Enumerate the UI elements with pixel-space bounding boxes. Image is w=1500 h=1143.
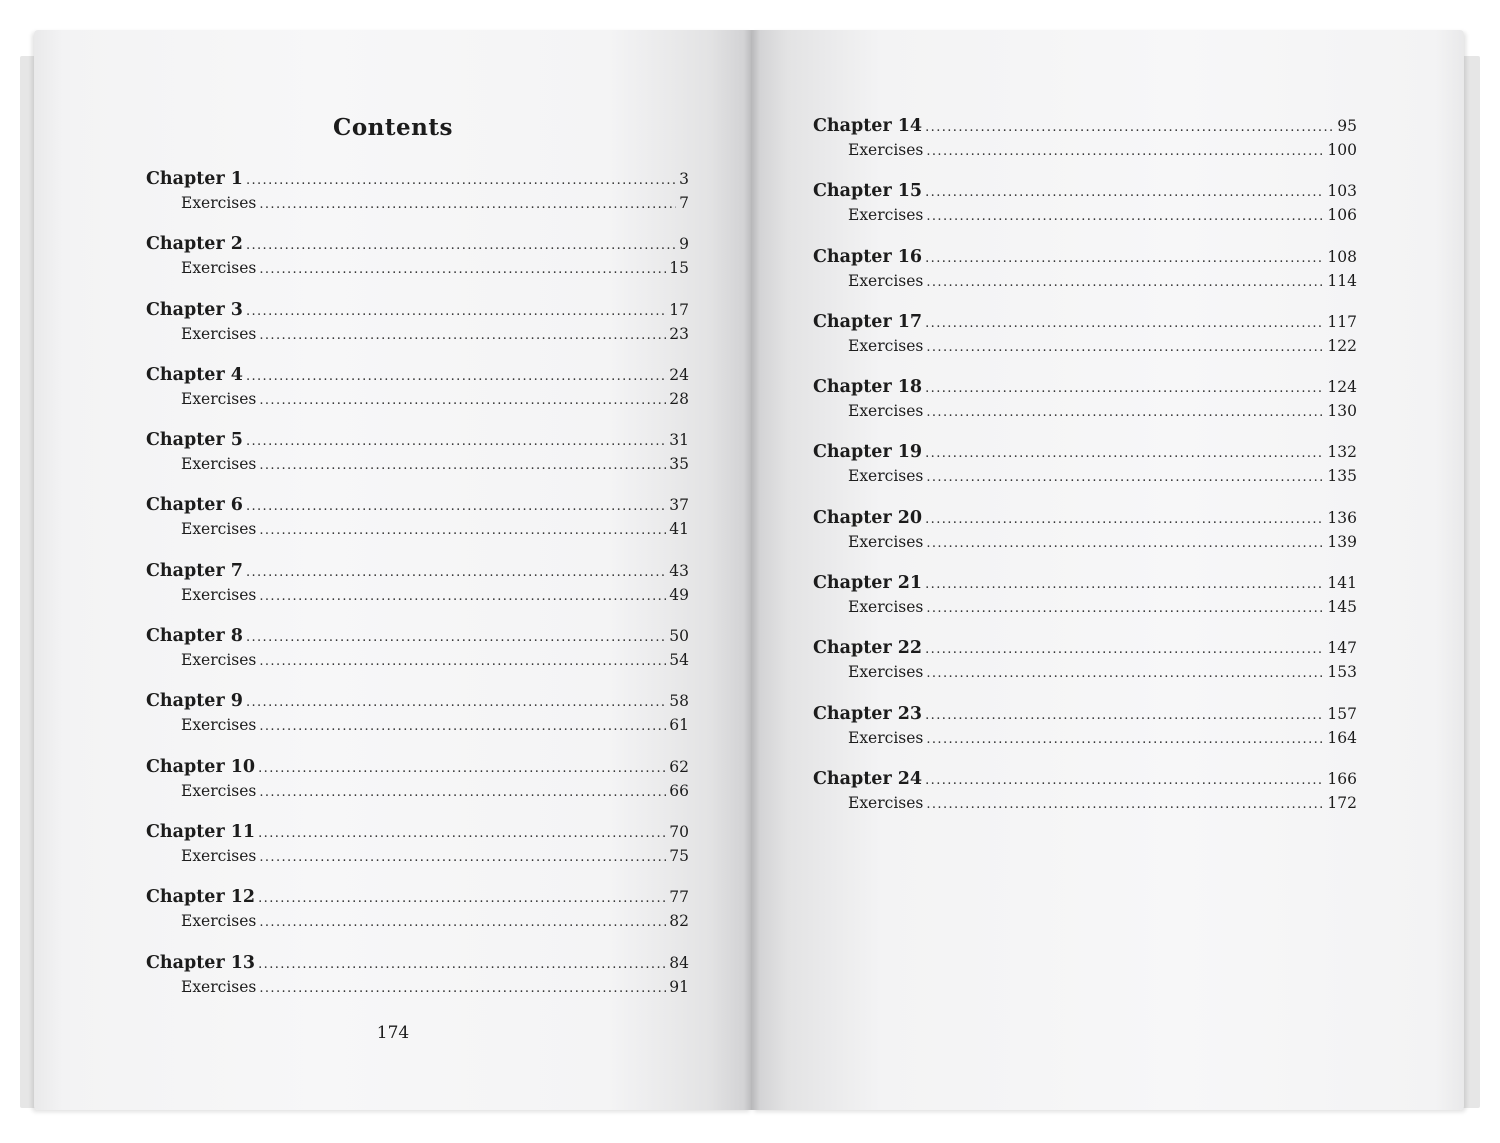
- exercises-label: Exercises: [181, 455, 257, 474]
- chapter-line: [813, 375, 1357, 399]
- dot-leader: [926, 793, 1324, 815]
- exercises-line: [146, 322, 689, 346]
- chapter-title: Chapter 12: [146, 887, 256, 908]
- dot-leader: [925, 769, 1324, 791]
- exercises-line: [813, 138, 1357, 162]
- dot-leader: [925, 704, 1324, 726]
- exercises-line: [813, 269, 1357, 293]
- chapter-title: Chapter 16: [813, 246, 923, 267]
- right-page: [752, 30, 1464, 1110]
- chapter-line: [146, 363, 689, 387]
- exercises-line: [146, 452, 689, 476]
- exercises-label: Exercises: [181, 194, 257, 212]
- chapter-line: [146, 428, 689, 452]
- exercises-label: Exercises: [848, 467, 924, 486]
- exercises-line: [146, 844, 689, 868]
- dot-leader: [925, 377, 1324, 399]
- chapter-line: [813, 310, 1357, 334]
- chapter-title: Chapter 5: [146, 430, 243, 451]
- dot-leader: [246, 430, 666, 452]
- toc-entry: [813, 702, 1357, 767]
- dot-leader: [259, 846, 666, 868]
- chapter-page-number: 77: [669, 888, 689, 907]
- dot-leader: [926, 336, 1324, 358]
- toc-entry: [146, 167, 689, 232]
- exercises-line: [813, 334, 1357, 358]
- exercises-page-number: 139: [1327, 532, 1357, 551]
- dot-leader: [259, 258, 666, 280]
- chapter-page-number: 17: [669, 300, 689, 319]
- dot-leader: [926, 597, 1324, 619]
- dot-leader: [259, 324, 666, 346]
- dot-leader: [259, 193, 676, 215]
- dot-leader: [259, 715, 666, 737]
- exercises-page-number: 172: [1327, 793, 1357, 812]
- toc-entry: [146, 493, 689, 558]
- toc-entry: [813, 636, 1357, 701]
- exercises-line: [146, 779, 689, 803]
- dot-leader: [246, 626, 666, 648]
- exercises-label: Exercises: [848, 793, 924, 812]
- dot-leader: [259, 911, 666, 933]
- chapter-title: Chapter 1: [146, 169, 243, 189]
- chapter-line: [813, 114, 1357, 138]
- exercises-line: [146, 909, 689, 933]
- chapter-page-number: 84: [669, 953, 689, 972]
- page-number: 174: [376, 1023, 410, 1043]
- toc-entry: [146, 951, 689, 1016]
- exercises-page-number: 130: [1327, 402, 1357, 421]
- chapter-title: Chapter 6: [146, 495, 243, 516]
- exercises-label: Exercises: [848, 598, 924, 617]
- toc-entry: [146, 298, 689, 363]
- chapter-line: [146, 951, 689, 975]
- exercises-line: [813, 464, 1357, 488]
- exercises-line: [146, 713, 689, 737]
- left-page: [34, 30, 752, 1110]
- chapter-title: Chapter 20: [813, 507, 923, 528]
- toc-entry: [146, 232, 689, 297]
- exercises-line: [813, 203, 1357, 227]
- exercises-label: Exercises: [181, 585, 257, 604]
- chapter-line: [813, 571, 1357, 595]
- exercises-label: Exercises: [848, 336, 924, 355]
- exercises-label: Exercises: [181, 716, 257, 735]
- chapter-page-number: 108: [1327, 247, 1357, 266]
- chapter-line: [813, 506, 1357, 530]
- exercises-label: Exercises: [181, 846, 257, 865]
- exercises-label: Exercises: [181, 977, 257, 996]
- exercises-label: Exercises: [848, 663, 924, 682]
- chapter-line: [146, 885, 689, 909]
- exercises-line: [813, 530, 1357, 554]
- toc-entry: [146, 755, 689, 820]
- exercises-line: [146, 256, 689, 280]
- chapter-page-number: 132: [1327, 443, 1357, 462]
- chapter-line: [146, 559, 689, 583]
- chapter-page-number: 50: [669, 627, 689, 646]
- dot-leader: [259, 781, 666, 803]
- chapter-page-number: 124: [1327, 378, 1357, 397]
- toc-entry: [146, 363, 689, 428]
- chapter-page-number: 37: [669, 496, 689, 515]
- exercises-line: [813, 726, 1357, 750]
- exercises-page-number: 91: [669, 977, 689, 996]
- exercises-page-number: 164: [1327, 728, 1357, 747]
- chapter-page-number: 9: [679, 235, 689, 254]
- exercises-line: [146, 387, 689, 411]
- chapter-page-number: 157: [1327, 704, 1357, 723]
- exercises-page-number: 122: [1327, 336, 1357, 355]
- exercises-label: Exercises: [181, 912, 257, 931]
- dot-leader: [259, 585, 666, 607]
- chapter-line: [813, 179, 1357, 203]
- toc-entry: [146, 885, 689, 950]
- dot-leader: [246, 691, 666, 713]
- exercises-label: Exercises: [848, 141, 924, 159]
- chapter-line: [146, 232, 689, 256]
- chapter-title: Chapter 11: [146, 821, 256, 842]
- exercises-line: [146, 975, 689, 999]
- chapter-page-number: 95: [1337, 117, 1357, 135]
- exercises-label: Exercises: [181, 651, 257, 670]
- dot-leader: [246, 169, 676, 191]
- exercises-label: Exercises: [181, 389, 257, 408]
- chapter-line: [146, 493, 689, 517]
- chapter-page-number: 103: [1327, 182, 1357, 201]
- chapter-page-number: 117: [1327, 312, 1357, 331]
- dot-leader: [925, 508, 1324, 530]
- dot-leader: [925, 247, 1324, 269]
- dot-leader: [926, 271, 1324, 293]
- contents-heading: Contents: [333, 114, 453, 141]
- chapter-line: [813, 702, 1357, 726]
- chapter-line: [813, 636, 1357, 660]
- exercises-label: Exercises: [181, 324, 257, 343]
- exercises-line: [146, 648, 689, 672]
- dot-leader: [246, 561, 666, 583]
- exercises-label: Exercises: [181, 781, 257, 800]
- toc-entry: [813, 767, 1357, 832]
- dot-leader: [925, 181, 1324, 203]
- chapter-page-number: 58: [669, 692, 689, 711]
- exercises-line: [146, 191, 689, 215]
- exercises-page-number: 23: [669, 324, 689, 343]
- dot-leader: [258, 757, 666, 779]
- chapter-page-number: 3: [679, 170, 689, 188]
- exercises-label: Exercises: [848, 402, 924, 421]
- chapter-page-number: 62: [669, 757, 689, 776]
- toc-entry: [146, 689, 689, 754]
- toc-entry: [146, 428, 689, 493]
- dot-leader: [259, 389, 666, 411]
- dot-leader: [925, 312, 1324, 334]
- dot-leader: [246, 365, 666, 387]
- dot-leader: [926, 140, 1324, 162]
- chapter-page-number: 166: [1327, 769, 1357, 788]
- dot-leader: [925, 442, 1324, 464]
- dot-leader: [926, 662, 1324, 684]
- chapter-title: Chapter 19: [813, 442, 923, 463]
- exercises-page-number: 41: [669, 520, 689, 539]
- chapter-title: Chapter 13: [146, 952, 256, 973]
- exercises-page-number: 54: [669, 651, 689, 670]
- toc-entry: [813, 375, 1357, 440]
- exercises-page-number: 28: [669, 389, 689, 408]
- chapter-title: Chapter 3: [146, 299, 243, 320]
- chapter-title: Chapter 22: [813, 638, 923, 659]
- toc-entry: [813, 506, 1357, 571]
- exercises-label: Exercises: [848, 728, 924, 747]
- exercises-page-number: 75: [669, 846, 689, 865]
- chapter-page-number: 147: [1327, 639, 1357, 658]
- chapter-title: Chapter 14: [813, 116, 923, 136]
- exercises-line: [146, 517, 689, 541]
- exercises-label: Exercises: [848, 532, 924, 551]
- chapter-line: [146, 689, 689, 713]
- chapter-title: Chapter 7: [146, 560, 243, 581]
- exercises-page-number: 61: [669, 716, 689, 735]
- exercises-page-number: 82: [669, 912, 689, 931]
- dot-leader: [246, 234, 676, 256]
- toc-left-list: [146, 167, 689, 1016]
- chapter-title: Chapter 17: [813, 311, 923, 332]
- toc-right-list: [813, 114, 1357, 832]
- chapter-page-number: 24: [669, 365, 689, 384]
- dot-leader: [259, 519, 666, 541]
- dot-leader: [259, 650, 666, 672]
- chapter-line: [813, 245, 1357, 269]
- chapter-line: [146, 820, 689, 844]
- dot-leader: [925, 116, 1334, 138]
- toc-entry: [813, 114, 1357, 179]
- dot-leader: [258, 822, 666, 844]
- dot-leader: [925, 638, 1324, 660]
- dot-leader: [246, 300, 666, 322]
- exercises-line: [813, 399, 1357, 423]
- exercises-page-number: 100: [1327, 141, 1357, 159]
- chapter-line: [813, 767, 1357, 791]
- exercises-page-number: 106: [1327, 206, 1357, 225]
- dot-leader: [259, 454, 666, 476]
- chapter-title: Chapter 18: [813, 377, 923, 398]
- toc-entry: [813, 310, 1357, 375]
- exercises-label: Exercises: [181, 520, 257, 539]
- exercises-page-number: 66: [669, 781, 689, 800]
- dot-leader: [259, 977, 666, 999]
- chapter-page-number: 141: [1327, 574, 1357, 593]
- exercises-page-number: 153: [1327, 663, 1357, 682]
- exercises-page-number: 7: [679, 194, 689, 212]
- chapter-title: Chapter 10: [146, 756, 256, 777]
- exercises-line: [813, 595, 1357, 619]
- chapter-page-number: 43: [669, 561, 689, 580]
- chapter-page-number: 136: [1327, 508, 1357, 527]
- exercises-page-number: 145: [1327, 598, 1357, 617]
- exercises-page-number: 15: [669, 259, 689, 278]
- exercises-page-number: 114: [1327, 271, 1357, 290]
- dot-leader: [258, 953, 666, 975]
- chapter-title: Chapter 4: [146, 364, 243, 385]
- chapter-title: Chapter 21: [813, 573, 923, 594]
- toc-entry: [146, 559, 689, 624]
- toc-entry: [813, 245, 1357, 310]
- chapter-title: Chapter 9: [146, 691, 243, 712]
- dot-leader: [926, 401, 1324, 423]
- exercises-line: [813, 791, 1357, 815]
- dot-leader: [926, 532, 1324, 554]
- dot-leader: [926, 205, 1324, 227]
- toc-entry: [813, 440, 1357, 505]
- chapter-title: Chapter 15: [813, 181, 923, 202]
- chapter-line: [813, 440, 1357, 464]
- dot-leader: [925, 573, 1324, 595]
- exercises-label: Exercises: [181, 259, 257, 278]
- chapter-line: [146, 167, 689, 191]
- exercises-line: [813, 660, 1357, 684]
- chapter-title: Chapter 2: [146, 234, 243, 255]
- chapter-page-number: 70: [669, 822, 689, 841]
- exercises-page-number: 49: [669, 585, 689, 604]
- dot-leader: [926, 728, 1324, 750]
- toc-entry: [146, 820, 689, 885]
- toc-entry: [813, 179, 1357, 244]
- chapter-title: Chapter 23: [813, 703, 923, 724]
- chapter-title: Chapter 8: [146, 626, 243, 647]
- chapter-line: [146, 298, 689, 322]
- exercises-label: Exercises: [848, 206, 924, 225]
- dot-leader: [246, 495, 666, 517]
- chapter-line: [146, 755, 689, 779]
- chapter-page-number: 31: [669, 431, 689, 450]
- dot-leader: [926, 466, 1324, 488]
- chapter-line: [146, 624, 689, 648]
- toc-entry: [813, 571, 1357, 636]
- exercises-line: [146, 583, 689, 607]
- exercises-page-number: 135: [1327, 467, 1357, 486]
- exercises-label: Exercises: [848, 271, 924, 290]
- exercises-page-number: 35: [669, 455, 689, 474]
- dot-leader: [258, 887, 666, 909]
- chapter-title: Chapter 24: [813, 768, 923, 789]
- toc-entry: [146, 624, 689, 689]
- book-gutter: [744, 30, 760, 1110]
